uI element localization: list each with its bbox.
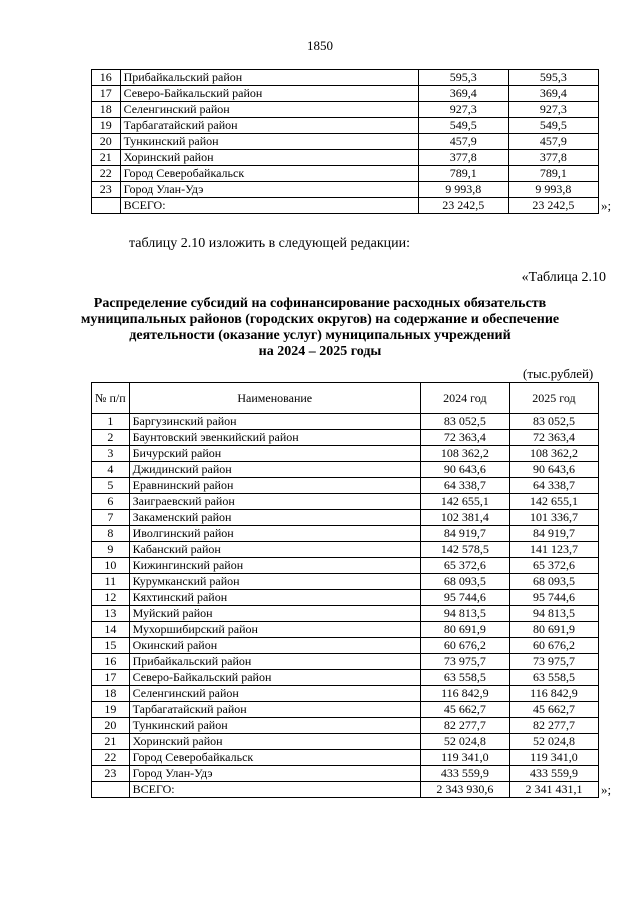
total-empty <box>92 198 121 214</box>
table-row <box>92 718 599 734</box>
row-value-2024: 73 975,7 <box>420 654 509 670</box>
table-row <box>92 654 599 670</box>
row-name: Хоринский район <box>129 734 420 750</box>
row-value-2025: 457,9 <box>508 134 598 150</box>
row-name: Прибайкальский район <box>120 70 418 86</box>
row-number: 13 <box>92 606 130 622</box>
table-row <box>92 558 599 574</box>
table-row <box>92 670 599 686</box>
row-value-2025: 73 975,7 <box>509 654 598 670</box>
header-name: Наименование <box>129 383 420 414</box>
row-number: 20 <box>92 134 121 150</box>
row-name: Город Северобайкальск <box>129 750 420 766</box>
row-value-2024: 60 676,2 <box>420 638 509 654</box>
heading-line: муниципальных районов (городских округов) на содержание и обеспечение <box>80 312 560 327</box>
table-row <box>92 574 599 590</box>
row-name: Город Северобайкальск <box>120 166 418 182</box>
row-value-2024: 82 277,7 <box>420 718 509 734</box>
table-row <box>92 414 599 430</box>
table-row <box>92 606 599 622</box>
row-number: 23 <box>92 766 130 782</box>
row-name: Тарбагатайский район <box>129 702 420 718</box>
row-value-2025: 65 372,6 <box>509 558 598 574</box>
row-number: 11 <box>92 574 130 590</box>
row-name: Прибайкальский район <box>129 654 420 670</box>
row-name: Тарбагатайский район <box>120 118 418 134</box>
row-name: Кабанский район <box>129 542 420 558</box>
row-value-2024: 549,5 <box>418 118 508 134</box>
total-row <box>92 198 599 214</box>
row-number: 18 <box>92 686 130 702</box>
row-value-2025: 108 362,2 <box>509 446 598 462</box>
row-number: 2 <box>92 430 130 446</box>
row-value-2024: 457,9 <box>418 134 508 150</box>
header-2024: 2024 год <box>420 383 509 414</box>
row-name: Северо-Байкальский район <box>129 670 420 686</box>
row-value-2024: 95 744,6 <box>420 590 509 606</box>
row-name: Муйский район <box>129 606 420 622</box>
row-value-2024: 65 372,6 <box>420 558 509 574</box>
row-value-2024: 68 093,5 <box>420 574 509 590</box>
row-number: 23 <box>92 182 121 198</box>
heading-line: Распределение субсидий на софинансирование расходных обязательств <box>93 296 547 311</box>
row-number: 10 <box>92 558 130 574</box>
total-2025: 2 341 431,1 <box>509 782 598 798</box>
row-name: Селенгинский район <box>120 102 418 118</box>
row-value-2025: 83 052,5 <box>509 414 598 430</box>
table-row <box>92 766 599 782</box>
heading-line: деятельности (оказание услуг) муниципальных учреждений <box>129 328 511 343</box>
row-name: Хоринский район <box>120 150 418 166</box>
table-header-row <box>92 383 599 414</box>
row-name: Джидинский район <box>129 462 420 478</box>
row-number: 14 <box>92 622 130 638</box>
row-number: 19 <box>92 118 121 134</box>
row-value-2024: 52 024,8 <box>420 734 509 750</box>
row-value-2024: 63 558,5 <box>420 670 509 686</box>
row-value-2024: 45 662,7 <box>420 702 509 718</box>
row-name: Северо-Байкальский район <box>120 86 418 102</box>
table-row <box>92 542 599 558</box>
row-value-2025: 94 813,5 <box>509 606 598 622</box>
table-row <box>92 510 599 526</box>
row-number: 16 <box>92 654 130 670</box>
row-number: 7 <box>92 510 130 526</box>
total-row <box>92 782 599 798</box>
row-name: Закаменский район <box>129 510 420 526</box>
row-value-2024: 927,3 <box>418 102 508 118</box>
row-value-2024: 102 381,4 <box>420 510 509 526</box>
row-number: 21 <box>92 150 121 166</box>
table-row <box>92 86 599 102</box>
table-row <box>92 134 599 150</box>
table-row <box>92 526 599 542</box>
row-value-2024: 64 338,7 <box>420 478 509 494</box>
row-number: 19 <box>92 702 130 718</box>
table-row <box>92 118 599 134</box>
row-value-2025: 549,5 <box>508 118 598 134</box>
row-number: 5 <box>92 478 130 494</box>
row-number: 15 <box>92 638 130 654</box>
total-2024: 2 343 930,6 <box>420 782 509 798</box>
row-value-2025: 45 662,7 <box>509 702 598 718</box>
row-value-2024: 119 341,0 <box>420 750 509 766</box>
row-value-2024: 433 559,9 <box>420 766 509 782</box>
row-name: Окинский район <box>129 638 420 654</box>
row-value-2024: 80 691,9 <box>420 622 509 638</box>
row-name: Мухоршибирский район <box>129 622 420 638</box>
table-row <box>92 590 599 606</box>
row-value-2025: 141 123,7 <box>509 542 598 558</box>
table-row <box>92 734 599 750</box>
row-value-2024: 9 993,8 <box>418 182 508 198</box>
row-value-2025: 927,3 <box>508 102 598 118</box>
table-row <box>92 70 599 86</box>
row-number: 6 <box>92 494 130 510</box>
row-value-2024: 142 578,5 <box>420 542 509 558</box>
table-row <box>92 702 599 718</box>
row-name: Курумканский район <box>129 574 420 590</box>
row-value-2025: 63 558,5 <box>509 670 598 686</box>
row-number: 17 <box>92 86 121 102</box>
row-value-2024: 84 919,7 <box>420 526 509 542</box>
row-number: 12 <box>92 590 130 606</box>
row-number: 20 <box>92 718 130 734</box>
row-value-2025: 64 338,7 <box>509 478 598 494</box>
row-value-2025: 60 676,2 <box>509 638 598 654</box>
row-value-2025: 84 919,7 <box>509 526 598 542</box>
heading-line: на 2024 – 2025 годы <box>258 344 382 359</box>
table-row <box>92 462 599 478</box>
instruction-text: таблицу 2.10 изложить в следующей редакции: <box>129 236 411 251</box>
table-row <box>92 638 599 654</box>
table-heading <box>60 296 580 360</box>
row-number: 1 <box>92 414 130 430</box>
subsidy-distribution-table <box>91 382 599 798</box>
row-number: 4 <box>92 462 130 478</box>
row-value-2025: 95 744,6 <box>509 590 598 606</box>
row-name: Город Улан-Удэ <box>120 182 418 198</box>
subsidy-table-continuation <box>91 69 599 214</box>
row-name: Селенгинский район <box>129 686 420 702</box>
row-value-2025: 789,1 <box>508 166 598 182</box>
header-2025: 2025 год <box>509 383 598 414</box>
table-row <box>92 430 599 446</box>
row-number: 18 <box>92 102 121 118</box>
table-row <box>92 150 599 166</box>
row-value-2024: 369,4 <box>418 86 508 102</box>
row-value-2025: 101 336,7 <box>509 510 598 526</box>
table-row <box>92 494 599 510</box>
table-row <box>92 166 599 182</box>
row-number: 3 <box>92 446 130 462</box>
row-value-2025: 369,4 <box>508 86 598 102</box>
row-name: Баунтовский эвенкийский район <box>129 430 420 446</box>
table-row <box>92 446 599 462</box>
row-name: Тункинский район <box>120 134 418 150</box>
total-2024: 23 242,5 <box>418 198 508 214</box>
row-number: 16 <box>92 70 121 86</box>
row-number: 22 <box>92 750 130 766</box>
row-number: 21 <box>92 734 130 750</box>
table-row <box>92 102 599 118</box>
total-label: ВСЕГО: <box>120 198 418 214</box>
row-value-2025: 116 842,9 <box>509 686 598 702</box>
row-value-2025: 90 643,6 <box>509 462 598 478</box>
row-value-2024: 595,3 <box>418 70 508 86</box>
row-value-2024: 90 643,6 <box>420 462 509 478</box>
row-value-2025: 9 993,8 <box>508 182 598 198</box>
row-value-2025: 72 363,4 <box>509 430 598 446</box>
row-name: Еравнинский район <box>129 478 420 494</box>
row-name: Кижингинский район <box>129 558 420 574</box>
row-value-2024: 116 842,9 <box>420 686 509 702</box>
row-value-2024: 789,1 <box>418 166 508 182</box>
table-row <box>92 750 599 766</box>
header-number: № п/п <box>92 383 130 414</box>
row-name: Иволгинский район <box>129 526 420 542</box>
table-row <box>92 182 599 198</box>
total-empty <box>92 782 130 798</box>
row-value-2024: 72 363,4 <box>420 430 509 446</box>
units-label: (тыс.рублей) <box>523 366 594 381</box>
row-name: Кяхтинский район <box>129 590 420 606</box>
row-name: Тункинский район <box>129 718 420 734</box>
page-number: 1850 <box>307 38 333 53</box>
row-value-2025: 377,8 <box>508 150 598 166</box>
row-value-2024: 108 362,2 <box>420 446 509 462</box>
row-name: Город Улан-Удэ <box>129 766 420 782</box>
table-row <box>92 478 599 494</box>
row-number: 9 <box>92 542 130 558</box>
row-value-2025: 82 277,7 <box>509 718 598 734</box>
row-value-2024: 142 655,1 <box>420 494 509 510</box>
row-value-2025: 68 093,5 <box>509 574 598 590</box>
row-number: 17 <box>92 670 130 686</box>
row-value-2025: 52 024,8 <box>509 734 598 750</box>
row-value-2025: 595,3 <box>508 70 598 86</box>
row-value-2025: 80 691,9 <box>509 622 598 638</box>
row-name: Заиграевский район <box>129 494 420 510</box>
table-label: «Таблица 2.10 <box>521 270 606 285</box>
table-row <box>92 686 599 702</box>
row-name: Баргузинский район <box>129 414 420 430</box>
row-value-2025: 433 559,9 <box>509 766 598 782</box>
row-name: Бичурский район <box>129 446 420 462</box>
total-2025: 23 242,5 <box>508 198 598 214</box>
row-number: 8 <box>92 526 130 542</box>
table1-closing-quote: »; <box>601 198 612 213</box>
row-value-2024: 377,8 <box>418 150 508 166</box>
row-number: 22 <box>92 166 121 182</box>
table2-closing-quote: »; <box>601 782 612 797</box>
row-value-2024: 83 052,5 <box>420 414 509 430</box>
total-label: ВСЕГО: <box>129 782 420 798</box>
row-value-2025: 119 341,0 <box>509 750 598 766</box>
row-value-2025: 142 655,1 <box>509 494 598 510</box>
table-row <box>92 622 599 638</box>
row-value-2024: 94 813,5 <box>420 606 509 622</box>
